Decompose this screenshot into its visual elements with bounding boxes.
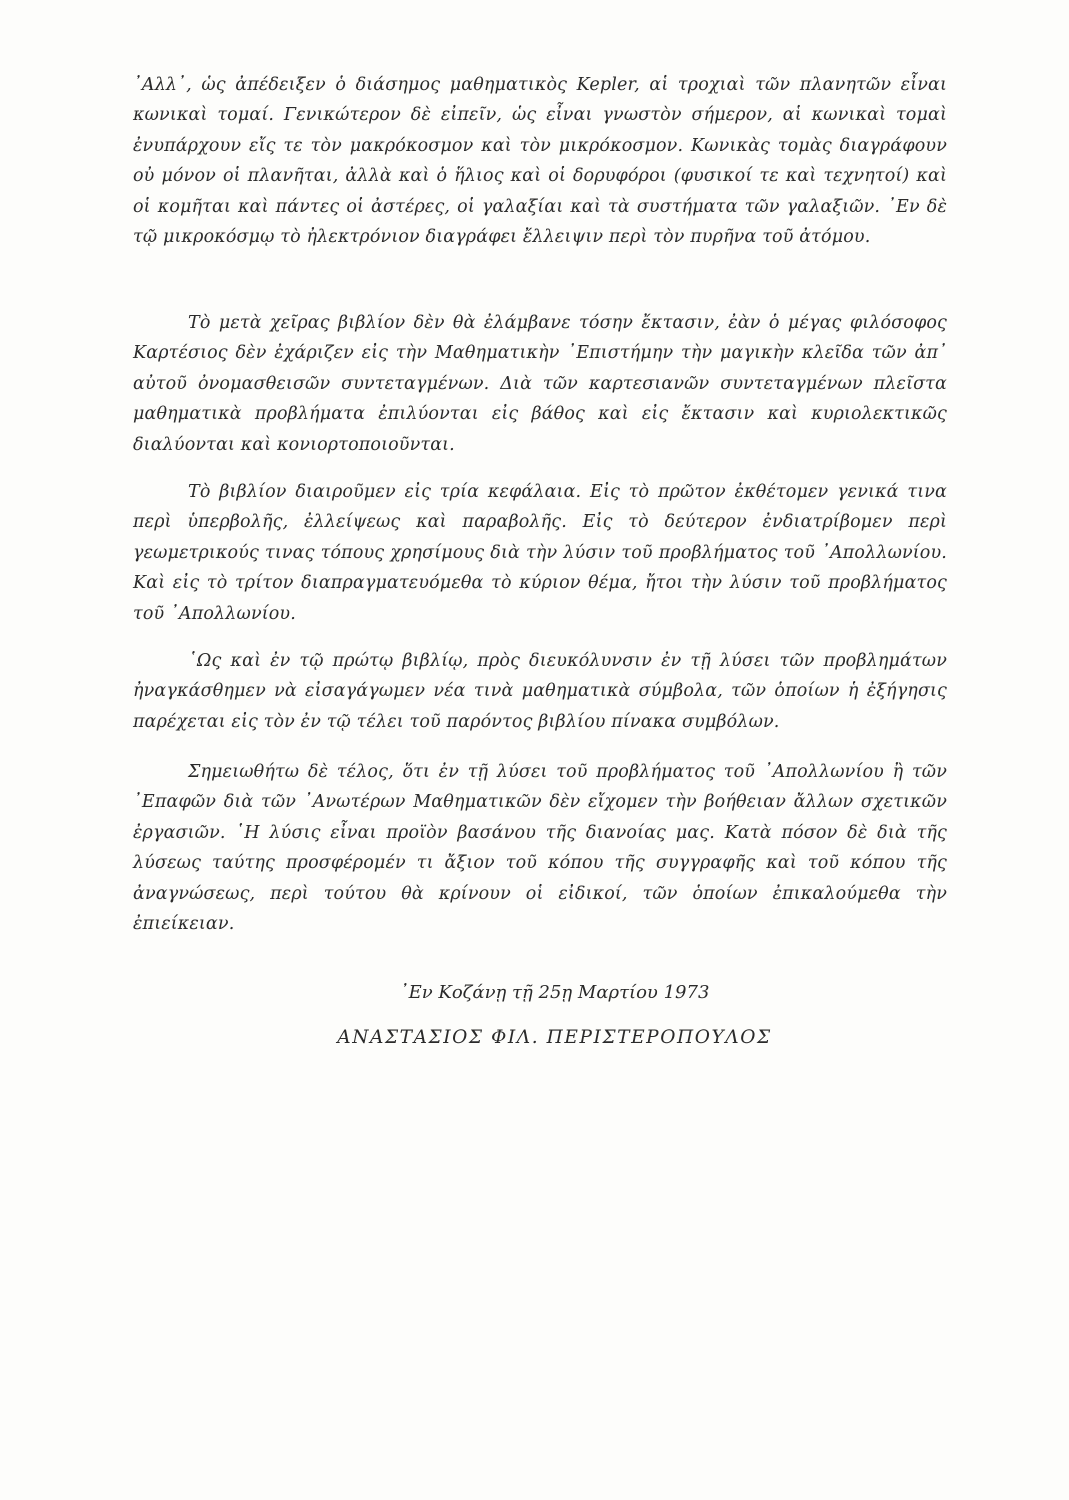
paragraph-chapters [133,477,947,629]
paragraph-kepler [133,70,947,252]
paragraph-text: Σημειωθήτω δὲ τέλος, ὅτι ἐν τῇ λύσει τοῦ προβλήματος τοῦ ᾿Απολλωνίου ἢ τῶν ᾿Επαφῶν διὰ τῶν ᾿Ανωτέρων Μαθηματικῶν δὲν εἴχομεν τὴν βοήθειαν ἄλλων σχετικῶν ἐργασιῶν. ῾Η λύσις εἶναι προϊὸν βασάνου τῆς διανοίας μας. Κατὰ πόσον δὲ διὰ τῆς λύσεως ταύτης προσφέρομέν τι ἄξιον τοῦ κόπου τῆς συγγραφῆς καὶ τοῦ κόπου τῆς ἀναγνώσεως, περὶ τούτου θὰ κρίνουν οἱ εἰδικοί, τῶν ὁποίων ἐπικαλούμεθα τὴν ἐπιείκειαν. [133,762,947,935]
paragraph-text: Τὸ μετὰ χεῖρας βιβλίον δὲν θὰ ἐλάμβανε τόσην ἔκτασιν, ἐὰν ὁ μέγας φιλόσοφος Καρτέσιος δὲν ἐχάριζεν εἰς τὴν Μαθηματικὴν ᾿Επιστήμην τὴν μαγικὴν κλεῖδα τῶν ἀπ᾿ αὐτοῦ ὀνομασθεισῶν συντεταγμένων. Διὰ τῶν καρτεσιανῶν συντεταγμένων πλεῖστα μαθηματικὰ προβλήματα ἐπιλύονται εἰς βάθος καὶ εἰς ἔκτασιν καὶ κυριολεκτικῶς διαλύονται καὶ κονιορτοποιοῦνται. [133,313,947,455]
signature-date-line: ᾿Εν Κοζάνῃ τῇ 25ῃ Μαρτίου 1973 [399,982,710,1003]
paragraph-cartesius [133,308,947,460]
paragraph-text: ᾿Αλλ᾿, ὡς ἀπέδειξεν ὁ διάσημος μαθηματικὸς Kepler, αἱ τροχιαὶ τῶν πλανητῶν εἶναι κωνικαὶ τομαί. Γενικώτερον δὲ εἰπεῖν, ὡς εἶναι γνωστὸν σήμερον, αἱ κωνικαὶ τομαὶ ἐνυπάρχουν εἴς τε τὸν μακρόκοσμον καὶ τὸν μικρόκοσμον. Κωνικὰς τομὰς διαγράφουν οὐ μόνον οἱ πλανῆται, ἀλλὰ καὶ ὁ ἥλιος καὶ οἱ δορυφόροι (φυσικοί τε καὶ τεχνητοί) καὶ οἱ κομῆται καὶ πάντες οἱ ἀστέρες, οἱ γαλαξίαι καὶ τὰ συστήματα τῶν γαλαξιῶν. ᾿Εν δὲ τῷ μικροκόσμῳ τὸ ἠλεκτρόνιον διαγράφει ἔλλειψιν περὶ τὸν πυρῆνα τοῦ ἀτόμου. [133,75,947,248]
signature-author: ΑΝΑΣΤΑΣΙΟΣ ΦΙΛ. ΠΕΡΙΣΤΕΡΟΠΟΥΛΟΣ [337,1027,772,1048]
paragraph-closing [133,757,947,939]
paragraph-text: ῾Ως καὶ ἐν τῷ πρώτῳ βιβλίῳ, πρὸς διευκόλυνσιν ἐν τῇ λύσει τῶν προβλημάτων ἠναγκάσθημεν νὰ εἰσαγάγωμεν νέα τινὰ μαθηματικὰ σύμβολα, τῶν ὁποίων ἡ ἐξήγησις παρέχεται εἰς τὸν ἐν τῷ τέλει τοῦ παρόντος βιβλίου πίνακα συμβόλων. [133,651,947,732]
paragraph-symbols [133,646,947,737]
paragraph-text: Τὸ βιβλίον διαιροῦμεν εἰς τρία κεφάλαια. Εἰς τὸ πρῶτον ἐκθέτομεν γενικά τινα περὶ ὑπερβολῆς, ἐλλείψεως καὶ παραβολῆς. Εἰς τὸ δεύτερον ἐνδιατρίβομεν περὶ γεωμετρικούς τινας τόπους χρησίμους διὰ τὴν λύσιν τοῦ προβλήματος τοῦ ᾿Απολλωνίου. Καὶ εἰς τὸ τρίτον διαπραγματευόμεθα τὸ κύριον θέμα, ἤτοι τὴν λύσιν τοῦ προβλήματος τοῦ ᾿Απολλωνίου. [133,482,947,624]
